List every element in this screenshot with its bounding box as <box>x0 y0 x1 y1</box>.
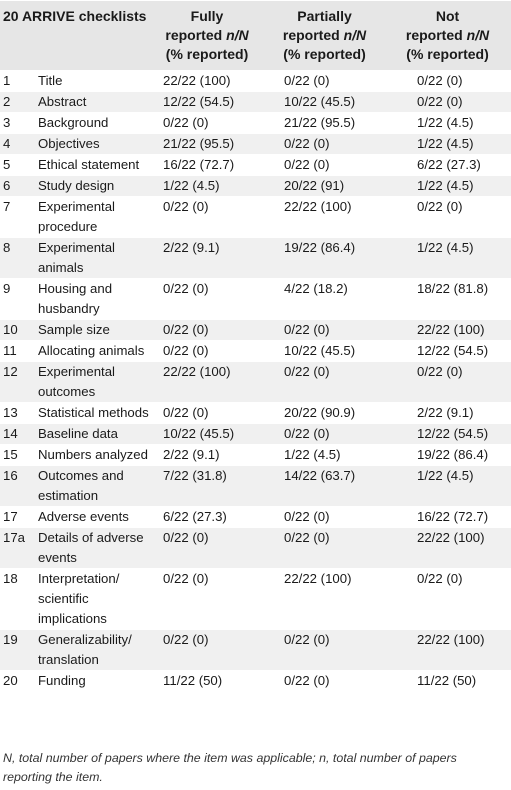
row-not-reported: 18/22 (81.8) <box>417 281 489 296</box>
row-fully-reported: 2/22 (9.1) <box>163 240 220 255</box>
row-fully-reported: 6/22 (27.3) <box>163 509 227 524</box>
row-partially-reported: 22/22 (100) <box>284 199 352 214</box>
row-partially-reported: 10/22 (45.5) <box>284 94 356 109</box>
row-partially-reported: 10/22 (45.5) <box>284 343 356 358</box>
row-not-reported: 1/22 (4.5) <box>417 115 474 130</box>
row-fully-reported: 0/22 (0) <box>163 343 209 358</box>
row-partially-reported: 22/22 (100) <box>284 571 352 586</box>
row-not-reported: 0/22 (0) <box>417 364 463 379</box>
row-partially-reported: 1/22 (4.5) <box>284 447 341 462</box>
row-item: Baseline data <box>38 426 118 441</box>
row-item: Experimental outcomes <box>38 364 115 399</box>
row-number: 8 <box>3 240 11 255</box>
table-row <box>0 569 511 630</box>
row-not-reported: 22/22 (100) <box>417 530 485 545</box>
row-number: 1 <box>3 73 11 88</box>
table-row <box>0 134 511 155</box>
row-partially-reported: 20/22 (90.9) <box>284 405 356 420</box>
row-not-reported: 6/22 (27.3) <box>417 157 481 172</box>
row-item: Allocating animals <box>38 343 145 358</box>
row-item: Objectives <box>38 136 100 151</box>
row-number: 4 <box>3 136 11 151</box>
row-fully-reported: 0/22 (0) <box>163 530 209 545</box>
row-not-reported: 2/22 (9.1) <box>417 405 474 420</box>
row-partially-reported: 0/22 (0) <box>284 73 330 88</box>
table-row <box>0 445 511 466</box>
row-fully-reported: 21/22 (95.5) <box>163 136 235 151</box>
row-partially-reported: 20/22 (91) <box>284 178 345 193</box>
row-not-reported: 1/22 (4.5) <box>417 178 474 193</box>
table-row <box>0 197 511 238</box>
row-item: Abstract <box>38 94 87 109</box>
row-not-reported: 19/22 (86.4) <box>417 447 489 462</box>
row-fully-reported: 16/22 (72.7) <box>163 157 235 172</box>
table-row <box>0 424 511 445</box>
row-not-reported: 0/22 (0) <box>417 73 463 88</box>
table-row <box>0 630 511 671</box>
row-fully-reported: 0/22 (0) <box>163 115 209 130</box>
table-row <box>0 320 511 341</box>
row-fully-reported: 1/22 (4.5) <box>163 178 220 193</box>
table-row <box>0 238 511 279</box>
row-item: Numbers analyzed <box>38 447 148 462</box>
row-not-reported: 16/22 (72.7) <box>417 509 489 524</box>
row-partially-reported: 4/22 (18.2) <box>284 281 348 296</box>
row-fully-reported: 11/22 (50) <box>163 673 223 688</box>
row-fully-reported: 0/22 (0) <box>163 405 209 420</box>
row-partially-reported: 21/22 (95.5) <box>284 115 356 130</box>
row-partially-reported: 0/22 (0) <box>284 509 330 524</box>
row-item: Background <box>38 115 109 130</box>
table-row <box>0 92 511 113</box>
row-not-reported: 12/22 (54.5) <box>417 426 489 441</box>
row-fully-reported: 0/22 (0) <box>163 571 209 586</box>
row-partially-reported: 0/22 (0) <box>284 673 330 688</box>
row-not-reported: 0/22 (0) <box>417 94 463 109</box>
table-row <box>0 176 511 197</box>
row-number: 5 <box>3 157 11 172</box>
table-row <box>0 466 511 507</box>
table-row <box>0 279 511 320</box>
row-item: Generalizability/ translation <box>38 632 132 667</box>
row-item: Housing and husbandry <box>38 281 113 316</box>
row-fully-reported: 0/22 (0) <box>163 322 209 337</box>
row-fully-reported: 2/22 (9.1) <box>163 447 220 462</box>
row-partially-reported: 0/22 (0) <box>284 530 330 545</box>
row-item: Funding <box>38 673 86 688</box>
table-row <box>0 671 511 692</box>
row-number: 17a <box>3 530 26 545</box>
row-partially-reported: 0/22 (0) <box>284 136 330 151</box>
table-footnote: N, total number of papers where the item was applicable; n, total number of papers reporting the item. <box>3 751 457 784</box>
row-fully-reported: 0/22 (0) <box>163 632 209 647</box>
row-item: Ethical statement <box>38 157 140 172</box>
row-partially-reported: 0/22 (0) <box>284 322 330 337</box>
row-item: Experimental procedure <box>38 199 115 234</box>
row-not-reported: 1/22 (4.5) <box>417 136 474 151</box>
header-partially-reported: Partially reported n/N (% reported) <box>282 8 367 62</box>
row-not-reported: 12/22 (54.5) <box>417 343 489 358</box>
table-row <box>0 362 511 403</box>
row-not-reported: 0/22 (0) <box>417 571 463 586</box>
row-number: 11 <box>3 343 17 358</box>
header-fully-reported: Fully reported n/N (% reported) <box>165 8 249 62</box>
row-item: Details of adverse events <box>38 530 144 565</box>
row-number: 20 <box>3 673 18 688</box>
row-not-reported: 22/22 (100) <box>417 322 485 337</box>
table-body <box>0 71 511 692</box>
arrive-checklist-table <box>0 1 511 691</box>
table-row <box>0 155 511 176</box>
row-number: 16 <box>3 468 18 483</box>
row-not-reported: 11/22 (50) <box>417 673 477 688</box>
row-number: 6 <box>3 178 11 193</box>
row-number: 9 <box>3 281 11 296</box>
header-not-reported: Not reported n/N (% reported) <box>405 8 490 62</box>
row-item: Experimental animals <box>38 240 115 275</box>
header-checklist: 20 ARRIVE checklists <box>3 8 147 24</box>
row-item: Statistical methods <box>38 405 149 420</box>
table-row <box>0 71 511 92</box>
table-row <box>0 507 511 528</box>
row-fully-reported: 22/22 (100) <box>163 73 231 88</box>
row-number: 18 <box>3 571 18 586</box>
row-number: 3 <box>3 115 11 130</box>
row-item: Adverse events <box>38 509 129 524</box>
row-item: Study design <box>38 178 115 193</box>
row-number: 2 <box>3 94 11 109</box>
row-fully-reported: 0/22 (0) <box>163 199 209 214</box>
row-number: 15 <box>3 447 18 462</box>
row-item: Title <box>38 73 63 88</box>
row-not-reported: 22/22 (100) <box>417 632 485 647</box>
row-number: 19 <box>3 632 18 647</box>
row-not-reported: 1/22 (4.5) <box>417 468 474 483</box>
row-partially-reported: 0/22 (0) <box>284 426 330 441</box>
row-partially-reported: 0/22 (0) <box>284 632 330 647</box>
table-row <box>0 113 511 134</box>
row-number: 12 <box>3 364 18 379</box>
row-number: 10 <box>3 322 18 337</box>
row-partially-reported: 0/22 (0) <box>284 157 330 172</box>
row-fully-reported: 10/22 (45.5) <box>163 426 235 441</box>
row-number: 7 <box>3 199 11 214</box>
row-partially-reported: 19/22 (86.4) <box>284 240 356 255</box>
row-number: 14 <box>3 426 18 441</box>
table-header-row <box>0 1 511 71</box>
row-fully-reported: 0/22 (0) <box>163 281 209 296</box>
row-fully-reported: 12/22 (54.5) <box>163 94 235 109</box>
row-number: 13 <box>3 405 18 420</box>
row-number: 17 <box>3 509 18 524</box>
row-item: Outcomes and estimation <box>38 468 124 503</box>
table-row <box>0 403 511 424</box>
row-not-reported: 0/22 (0) <box>417 199 463 214</box>
row-item: Interpretation/ scientific implications <box>38 571 120 626</box>
row-item: Sample size <box>38 322 110 337</box>
row-fully-reported: 22/22 (100) <box>163 364 231 379</box>
row-not-reported: 1/22 (4.5) <box>417 240 474 255</box>
table-row <box>0 528 511 569</box>
row-partially-reported: 0/22 (0) <box>284 364 330 379</box>
table-row <box>0 341 511 362</box>
row-fully-reported: 7/22 (31.8) <box>163 468 227 483</box>
row-partially-reported: 14/22 (63.7) <box>284 468 356 483</box>
